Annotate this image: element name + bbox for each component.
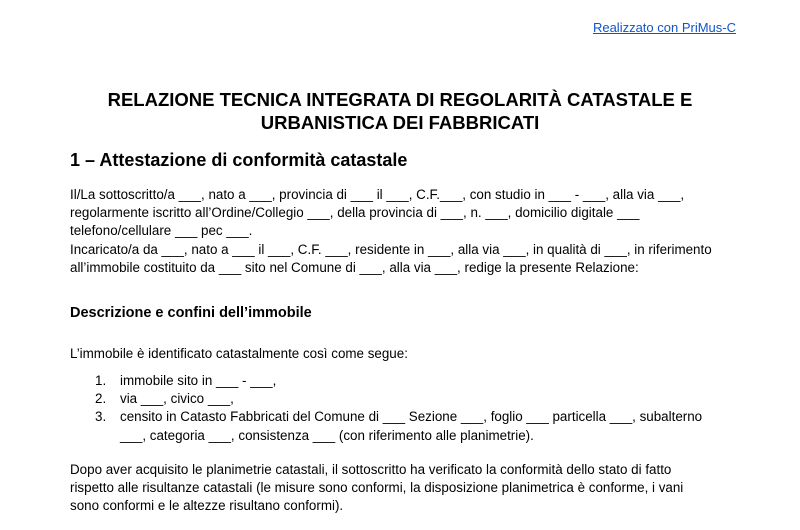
paragraph-line: Incaricato/a da ___, nato a ___ il ___, C.F. ___, residente in ___, alla via ___, in qualità di ___, in riferimento <box>70 241 712 257</box>
list-number: 2. <box>95 391 107 407</box>
paragraph-line: rispetto alle risultanze catastali (le misure sono conformi, la disposizione planimetrica è conforme, i vani <box>70 480 684 496</box>
paragraph-line: Dopo aver acquisito le planimetrie catastali, il sottoscritto ha verificato la conformità dello stato di fatto <box>70 462 672 477</box>
list-number: 3. <box>95 409 107 425</box>
paragraph-line: regolarmente iscritto all’Ordine/Collegio ___, della provincia di ___, n. ___, domicilio digitale ___ <box>70 205 640 221</box>
paragraph-line: sono conformi e le altezze risultano conformi). <box>70 498 344 514</box>
document-title-line: RELAZIONE TECNICA INTEGRATA DI REGOLARITÀ CATASTALE E <box>107 89 693 110</box>
list-item-text: via ___, civico ___, <box>120 391 234 407</box>
paragraph-line: all’immobile costituito da ___ sito nel Comune di ___, alla via ___, redige la presente Relazione: <box>70 259 639 275</box>
list-item-text: ___, categoria ___, consistenza ___ (con riferimento alle planimetrie). <box>120 427 534 443</box>
section-heading: 1 – Attestazione di conformità catastale <box>70 150 408 170</box>
primus-credit-link[interactable]: Realizzato con PriMus-C <box>592 20 736 35</box>
conformity-paragraph <box>70 461 750 516</box>
list-item <box>70 372 750 390</box>
list-item-text: censito in Catasto Fabbricati del Comune di ___ Sezione ___, foglio ___ particella ___, subalterno <box>120 409 703 425</box>
list-item <box>70 390 750 408</box>
list-item <box>70 408 750 444</box>
document-title-line: URBANISTICA DEI FABBRICATI <box>260 112 540 133</box>
cadastral-list <box>70 372 750 445</box>
list-number: 1. <box>95 373 107 388</box>
document-title <box>40 88 760 134</box>
paragraph-line: telefono/cellulare ___ pec ___. <box>70 223 253 239</box>
identification-paragraph: L’immobile è identificato catastalmente così come segue: <box>70 346 408 361</box>
list-item-text: immobile sito in ___ - ___, <box>120 373 277 388</box>
subsection-heading: Descrizione e confini dell’immobile <box>70 305 312 321</box>
paragraph-line: Il/La sottoscritto/a ___, nato a ___, provincia di ___ il ___, C.F.___, con studio in ___ - ___, alla via ___, <box>70 187 685 202</box>
declarant-paragraph <box>70 186 750 277</box>
